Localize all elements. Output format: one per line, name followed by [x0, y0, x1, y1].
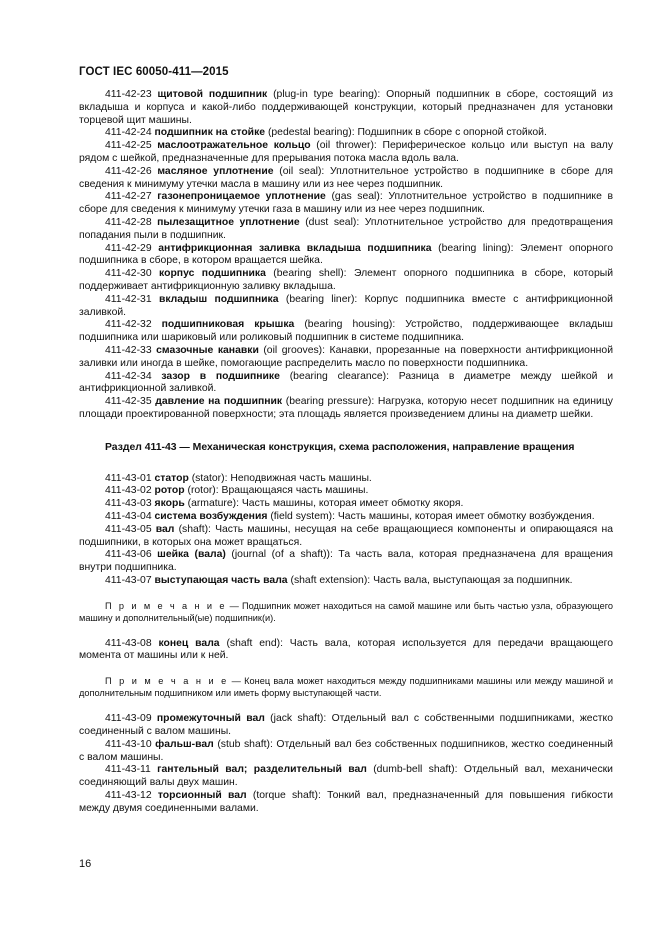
term-entry	[79, 575, 613, 588]
term-definition: (armature): Часть машины, которая имеет обмотку якоря.	[187, 498, 464, 510]
term-code: 411-42-29	[105, 242, 152, 254]
term-entry	[79, 127, 613, 140]
term-entry	[79, 549, 613, 575]
term-definition: (bearing clearance): Разница в диаметре между шейкой и антифрикционной заливкой.	[79, 370, 613, 395]
term-code: 411-43-07	[105, 574, 152, 586]
term-code: 411-42-31	[105, 293, 152, 305]
term-definition: (stub shaft): Отдельный вал без собственных подшипников, жестко соединенный с валом машины.	[79, 738, 613, 763]
term-name: масляное уплотнение	[157, 165, 274, 177]
term-name: фальш-вал	[155, 738, 214, 750]
term-name: давление на подшипник	[155, 396, 283, 408]
term-entry	[79, 473, 613, 486]
note-2-text: — Конец вала может находиться между подшипниками машины или между машиной и дополнительным подшипником или иметь форму выступающей части.	[79, 676, 613, 699]
term-code: 411-42-34	[105, 370, 152, 382]
term-name: антифрикционная заливка вкладыша подшипника	[158, 242, 432, 254]
term-entry	[79, 764, 613, 790]
term-entry	[79, 524, 613, 550]
term-name: якорь	[154, 498, 185, 510]
entries-section-411-43-part2	[79, 638, 613, 664]
term-name: смазочные канавки	[156, 344, 259, 356]
term-definition: (torque shaft): Тонкий вал, предназначенный для повышения гибкости между двумя соединенными валами.	[79, 790, 614, 814]
term-entry	[79, 319, 613, 345]
term-definition: (jack shaft): Отдельный вал с собственными подшипниками, жестко соединенный с валом машины.	[79, 713, 613, 738]
term-definition: (journal (of a shaft)): Та часть вала, которая предназначена для вращения внутри подшипника.	[79, 549, 614, 574]
term-name: статор	[154, 472, 189, 484]
document-header: ГОСТ IEC 60050-411—2015	[79, 66, 229, 78]
term-definition: (bearing pressure): Нагрузка, которую несет подшипник на единицу площади проектированной поверхности; эта площадь является произведением длины на диаметр шейки.	[79, 396, 613, 420]
term-name: шейка (вала)	[157, 549, 226, 561]
term-entry	[79, 396, 613, 422]
term-name: промежуточный вал	[156, 713, 265, 725]
term-name: подшипниковая крышка	[161, 319, 295, 331]
term-name: газонепроницаемое уплотнение	[157, 191, 326, 203]
term-entry	[79, 790, 613, 816]
term-definition: (stator): Неподвижная часть машины.	[191, 472, 372, 484]
term-name: вал	[155, 523, 175, 535]
term-definition: (bearing housing): Устройство, поддерживающее вкладыш подшипника или шариковый или роликовый подшипник в системе подшипника.	[79, 319, 613, 344]
term-entry	[79, 243, 613, 269]
term-code: 411-43-10	[105, 738, 152, 750]
term-code: 411-43-03	[105, 498, 152, 510]
term-name: зазор в подшипнике	[161, 370, 280, 382]
entries-section-411-43-part3	[79, 713, 613, 815]
page-number: 16	[79, 858, 92, 870]
term-name: гантельный вал; разделительный вал	[157, 764, 367, 776]
note-1-label: П р и м е ч а н и е	[105, 600, 227, 611]
term-name: пылезащитное уплотнение	[157, 216, 300, 228]
term-name: торсионный вал	[157, 790, 247, 802]
term-code: 411-42-33	[105, 344, 152, 356]
term-code: 411-42-26	[105, 165, 152, 177]
term-entry	[79, 166, 613, 192]
term-definition: (oil thrower): Периферическое кольцо или выступ на валу рядом с шейкой, предназначенные для прерывания потока масла вдоль вала.	[79, 140, 614, 164]
term-definition: (oil seal): Уплотнительное устройство в подшипнике в сборе для сведения к минимуму утечки масла в машину или из нее через подшипник.	[79, 165, 614, 190]
term-definition: (shaft extension): Часть вала, выступающая за подшипник.	[290, 574, 573, 586]
term-entry	[79, 485, 613, 498]
term-code: 411-42-25	[105, 140, 152, 152]
term-code: 411-42-23	[105, 89, 152, 100]
term-definition: (bearing lining): Элемент опорного подшипника в сборе, в котором вращается шейка.	[79, 242, 614, 267]
entries-section-411-42	[79, 89, 613, 422]
term-definition: (shaft end): Часть вала, которая используется для передачи вращающего момента от машины или к ней.	[79, 637, 614, 662]
term-definition: (dust seal): Уплотнительное устройство для предотвращения попадания пыли в подшипник.	[79, 216, 613, 241]
term-name: маслоотражательное кольцо	[157, 140, 311, 152]
term-entry	[79, 511, 613, 524]
term-entry	[79, 191, 613, 217]
term-entry	[79, 739, 613, 765]
term-code: 411-43-05	[105, 523, 152, 535]
term-name: корпус подшипника	[159, 268, 266, 280]
term-entry	[79, 217, 613, 243]
term-code: 411-42-27	[105, 191, 152, 203]
term-definition: (bearing liner): Корпус подшипника вместе с антифрикционной заливкой.	[79, 293, 613, 318]
term-name: ротор	[154, 485, 185, 497]
term-definition: (pedestal bearing): Подшипник в сборе с опорной стойкой.	[267, 127, 547, 139]
term-entry	[79, 638, 613, 664]
term-name: вкладыш подшипника	[158, 293, 279, 305]
term-entry	[79, 371, 613, 397]
term-name: конец вала	[158, 637, 220, 649]
term-code: 411-43-06	[105, 549, 152, 561]
note-2	[79, 675, 613, 699]
term-name: система возбуждения	[154, 510, 268, 522]
term-entry	[79, 89, 613, 127]
note-1-text: — Подшипник может находиться на самой машине или быть частью узла, образующего машину и дополнительный(ые) подшипник(и).	[79, 600, 613, 623]
section-title: Раздел 411-43 — Механическая конструкция, схема расположения, направление вращения	[105, 441, 575, 453]
term-entry	[79, 713, 613, 739]
term-code: 411-43-01	[105, 472, 152, 484]
term-code: 411-42-35	[105, 396, 152, 408]
term-code: 411-42-28	[105, 216, 152, 228]
term-definition: (oil grooves): Канавки, прорезанные на поверхности антифрикционной заливки или иногда в шейке, помогающие распределить масло по поверхности подшипника.	[79, 344, 614, 369]
term-code: 411-42-24	[105, 127, 152, 139]
term-name: выступающая часть вала	[154, 574, 288, 586]
term-code: 411-42-30	[105, 268, 152, 280]
term-definition: (gas seal): Уплотнительное устройство в подшипнике в сборе для сведения к минимуму утечки газа в машину или из нее через подшипник.	[79, 191, 613, 216]
term-entry	[79, 294, 613, 320]
term-code: 411-43-11	[105, 764, 151, 776]
term-code: 411-42-32	[105, 319, 152, 331]
document-body	[79, 89, 613, 816]
term-name: подшипник на стойке	[154, 127, 266, 139]
term-code: 411-43-02	[105, 485, 152, 497]
term-entry	[79, 498, 613, 511]
term-definition: (field system): Часть машины, которая имеет обмотку возбуждения.	[270, 510, 595, 522]
term-definition: (plug-in type bearing): Опорный подшипник в сборе, состоящий из вкладыша и корпуса и какой-либо поддерживающей конструкции, который предназначен для установки торцевой щит машины.	[79, 89, 613, 126]
term-definition: (dumb-bell shaft): Отдельный вал, механически соединяющий валы двух машин.	[79, 764, 613, 789]
note-1	[79, 600, 613, 624]
term-entry	[79, 268, 613, 294]
term-definition: (bearing shell): Элемент опорного подшипника в сборе, который поддерживает антифрикционную заливку вкладыша.	[79, 268, 613, 292]
term-entry	[79, 345, 613, 371]
term-code: 411-43-09	[105, 713, 152, 725]
term-definition: (shaft): Часть машины, несущая на себе вращающиеся компоненты и опирающаяся на подшипники, в которых она может вращаться.	[79, 523, 613, 548]
term-code: 411-43-04	[105, 510, 152, 522]
term-entry	[79, 140, 613, 166]
term-definition: (rotor): Вращающаяся часть машины.	[187, 485, 369, 497]
term-code: 411-43-08	[105, 637, 152, 649]
term-name: щитовой подшипник	[157, 89, 268, 100]
note-2-label: П р и м е ч а н и е	[105, 676, 229, 687]
entries-section-411-43-part1	[79, 473, 613, 588]
term-code: 411-43-12	[105, 790, 152, 802]
